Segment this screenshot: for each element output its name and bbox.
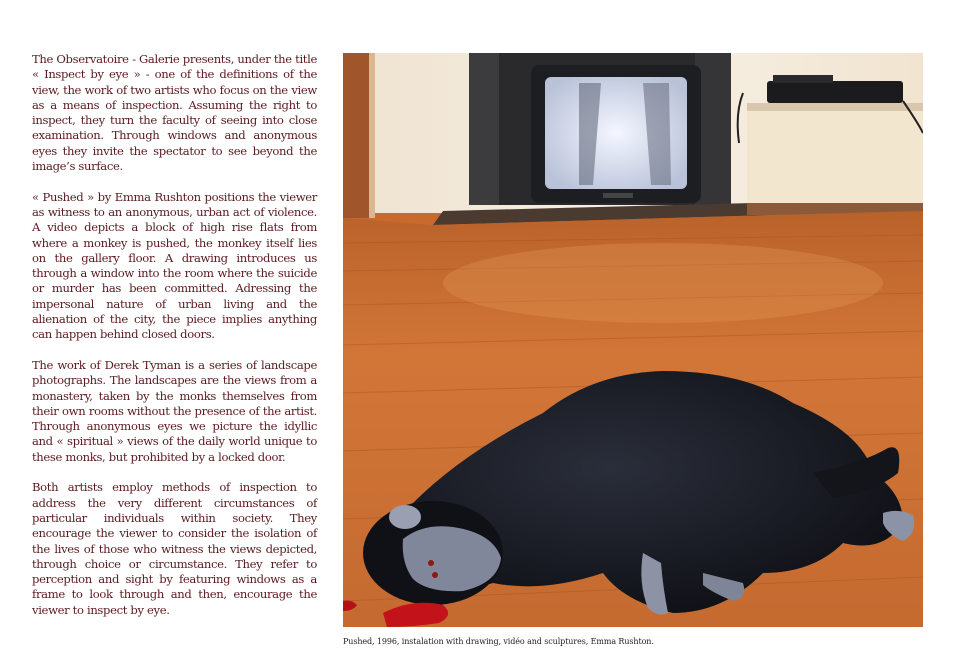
- installation-photo: [343, 53, 923, 627]
- article-text: [32, 52, 317, 633]
- door-frame: [343, 53, 369, 218]
- paragraph-derek-tyman: The work of Derek Tyman is a series of landscape photographs. The landscapes are the views from a monastery, taken by the monks themselves from their own rooms without the presence of the artist. Through anonymous eyes we picture the idyllic and « spiritual » views of the daily world unique to these monks, but prohibited by a locked door.: [32, 357, 317, 464]
- paragraph-pushed: « Pushed » by Emma Rushton positions the viewer as witness to an anonymous, urban act of violence. A video depicts a block of high rise flats from where a monkey is pushed, the monkey itself lies on the gallery floor. A drawing introduces us through a window into the room where the suicide or murder has been committed. Adressing the impersonal nature of urban living and the alienation of the city, the piece implies anything can happen behind closed doors.: [32, 189, 317, 342]
- video-player: [767, 81, 903, 103]
- photo-caption: Pushed, 1996, instalation with drawing, vidéo and sculptures, Emma Rushton.: [343, 637, 654, 646]
- paragraph-conclusion: Both artists employ methods of inspection to address the very different circumstances of particular individuals within society. They encourage the viewer to consider the isolation of the lives of those who witness the views depicted, through choice or circumstance. They refer to perception and sight by featuring windows as a frame to look through and then, encourage the viewer to inspect by eye.: [32, 480, 317, 617]
- paragraph-intro: The Observatoire - Galerie presents, under the title « Inspect by eye » - one of the definitions of the view, the work of two artists who focus on the view as a means of inspection. Assuming the right to inspect, they turn the faculty of seeing into close examination. Through windows and anonymous eyes they invite the spectator to see beyond the image’s surface.: [32, 52, 317, 174]
- side-cabinet: [747, 103, 923, 211]
